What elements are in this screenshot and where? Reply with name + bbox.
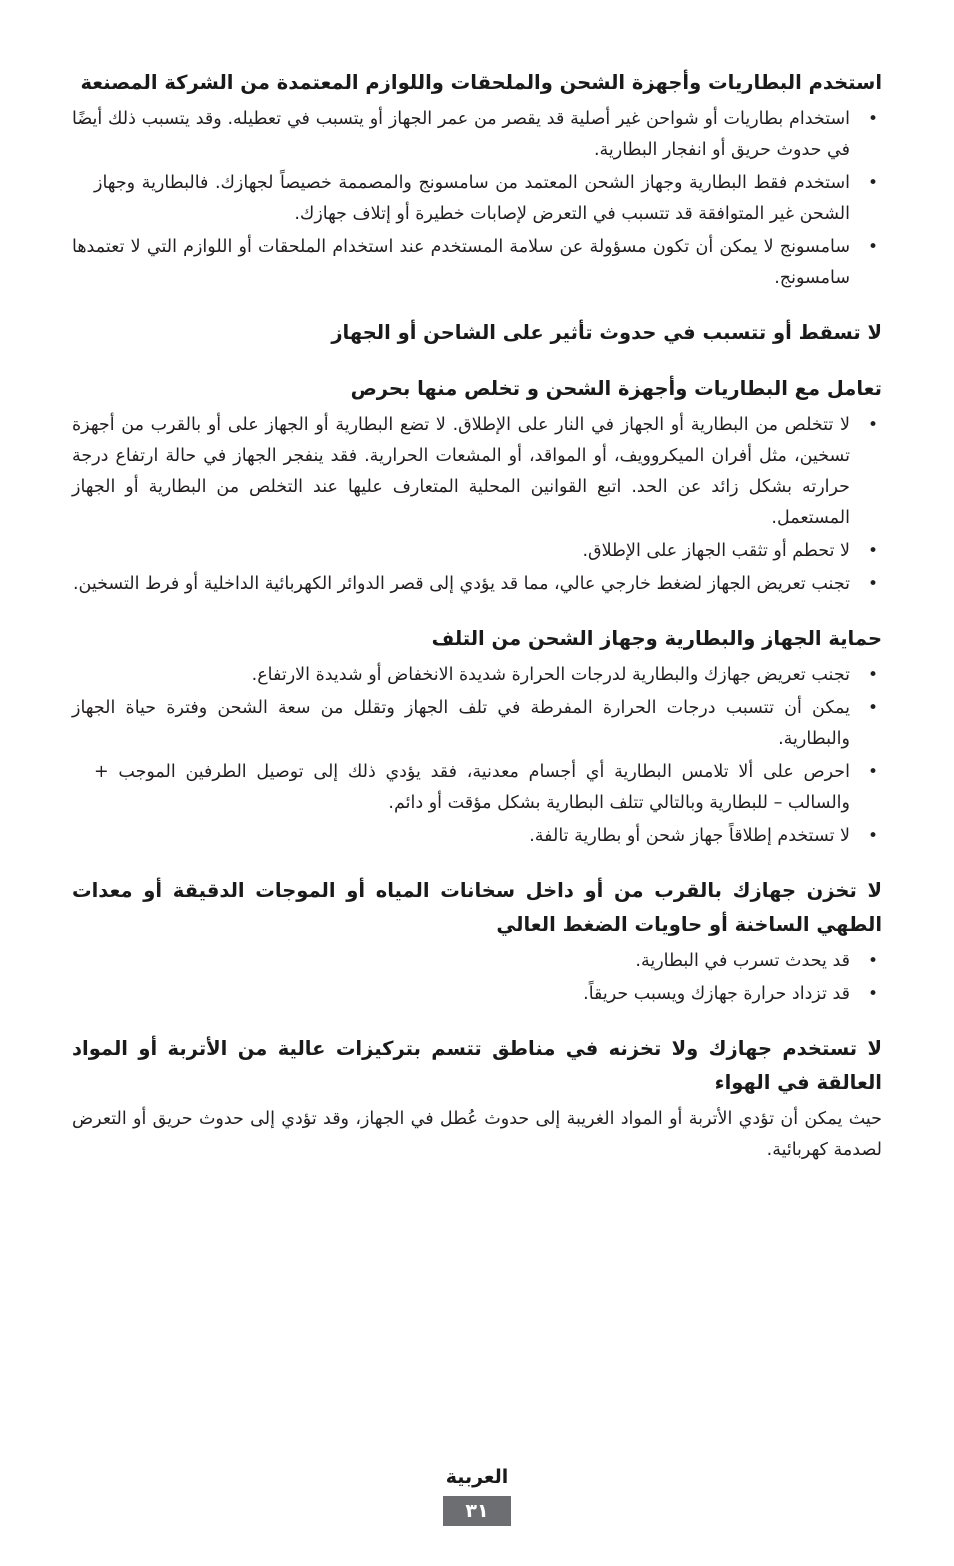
bullet-icon: •	[867, 237, 878, 257]
bullet-icon: •	[867, 415, 878, 435]
section-heading: استخدم البطاريات وأجهزة الشحن والملحقات واللوازم المعتمدة من الشركة المصنعة	[80, 71, 882, 94]
list-item	[72, 410, 882, 534]
section-heading: لا تسقط أو تتسبب في حدوث تأثير على الشاحن أو الجهاز	[331, 321, 882, 344]
list-item	[72, 104, 882, 166]
section-heading: حماية الجهاز والبطارية وجهاز الشحن من التلف	[431, 627, 882, 650]
section-paragraph: حيث يمكن أن تؤدي الأتربة أو المواد الغريبة إلى حدوث عُطل في الجهاز، وقد تؤدي إلى حدوث حريق أو التعرض لصدمة كهربائية.	[72, 1109, 882, 1160]
section-heading: تعامل مع البطاريات وأجهزة الشحن و تخلص منها بحرص	[350, 377, 882, 400]
list-item	[72, 569, 882, 600]
bullet-icon: •	[867, 951, 878, 971]
section-disposal	[72, 372, 882, 600]
document-page	[72, 66, 882, 1188]
list-item-text: استخدام بطاريات أو شواحن غير أصلية قد يقصر من عمر الجهاز أو يتسبب في تعطيله. وقد يتسبب ذلك أيضًا في حدوث حريق أو انفجار البطارية.	[72, 109, 850, 160]
section-drop-warning	[72, 316, 882, 350]
bullet-icon: •	[867, 665, 878, 685]
list-item-text: احرص على ألا تلامس البطارية أي أجسام معدنية، فقد يؤدي ذلك إلى توصيل الطرفين الموجب + والسالب – للبطارية وبالتالي تتلف البطارية بشكل مؤقت أو دائم.	[94, 762, 850, 813]
list-item-text: يمكن أن تتسبب درجات الحرارة المفرطة في تلف الجهاز وتقلل من سعة الشحن وفترة حياة الجهاز والبطارية.	[72, 698, 850, 749]
bullet-list	[72, 660, 882, 852]
list-item	[94, 168, 882, 230]
footer-language-label: العربية	[445, 1466, 509, 1488]
bullet-icon: •	[867, 984, 878, 1004]
list-item	[94, 757, 882, 819]
list-item-text: استخدم فقط البطارية وجهاز الشحن المعتمد من سامسونج والمصممة خصيصاً لجهازك. فالبطارية وجهاز الشحن غير المتوافقة قد تتسبب في التعرض لإصابات خطيرة أو إتلاف جهازك.	[94, 173, 850, 224]
section-approved-accessories	[72, 66, 882, 294]
bullet-list	[72, 410, 882, 600]
list-item-text: لا تستخدم إطلاقاً جهاز شحن أو بطارية تالفة.	[529, 826, 850, 846]
section-heading: لا تستخدم جهازك ولا تخزنه في مناطق تتسم بتركيزات عالية من الأتربة أو المواد العالقة في الهواء	[72, 1037, 882, 1094]
bullet-icon: •	[867, 173, 878, 193]
page-footer	[0, 1462, 954, 1526]
page-number-badge: ٣١	[443, 1496, 511, 1526]
section-damage-protection	[72, 622, 882, 852]
bullet-list	[72, 946, 882, 1010]
section-heading: لا تخزن جهازك بالقرب من أو داخل سخانات المياه أو الموجات الدقيقة أو معدات الطهي الساخنة أو حاويات الضغط العالي	[72, 879, 882, 936]
list-item	[72, 232, 882, 294]
list-item-text: قد تزداد حرارة جهازك ويسبب حريقاً.	[583, 984, 850, 1004]
list-item	[72, 946, 882, 977]
bullet-icon: •	[867, 826, 878, 846]
bullet-icon: •	[867, 109, 878, 129]
section-dust	[72, 1032, 882, 1166]
bullet-list	[72, 104, 882, 294]
list-item-text: تجنب تعريض جهازك والبطارية لدرجات الحرارة شديدة الانخفاض أو شديدة الارتفاع.	[251, 665, 850, 685]
list-item	[72, 693, 882, 755]
bullet-icon: •	[867, 574, 878, 594]
bullet-icon: •	[867, 698, 878, 718]
list-item	[72, 821, 882, 852]
bullet-icon: •	[867, 541, 878, 561]
list-item-text: لا تتخلص من البطارية أو الجهاز في النار على الإطلاق. لا تضع البطارية أو الجهاز على أو بالقرب من أجهزة تسخين، مثل أفران الميكروويف، أو المواقد، أو المشعات الحرارية. فقد ينفجر الجهاز في حالة ارتفاع درجة حرارته بشكل زائد عن الحد. اتبع القوانين المحلية المتعارف عليها عند التخلص من البطارية أو الجهاز المستعمل.	[72, 415, 850, 528]
list-item	[72, 660, 882, 691]
list-item-text: سامسونج لا يمكن أن تكون مسؤولة عن سلامة المستخدم عند استخدام الملحقات أو اللوازم التي لا تعتمدها سامسونج.	[72, 237, 850, 288]
list-item-text: قد يحدث تسرب في البطارية.	[635, 951, 850, 971]
bullet-icon: •	[867, 762, 878, 782]
section-storage-heat	[72, 874, 882, 1010]
list-item-text: لا تحطم أو تثقب الجهاز على الإطلاق.	[582, 541, 850, 561]
list-item-text: تجنب تعريض الجهاز لضغط خارجي عالي، مما قد يؤدي إلى قصر الدوائر الكهربائية الداخلية أو فرط التسخين.	[72, 574, 850, 594]
list-item	[72, 536, 882, 567]
list-item	[72, 979, 882, 1010]
